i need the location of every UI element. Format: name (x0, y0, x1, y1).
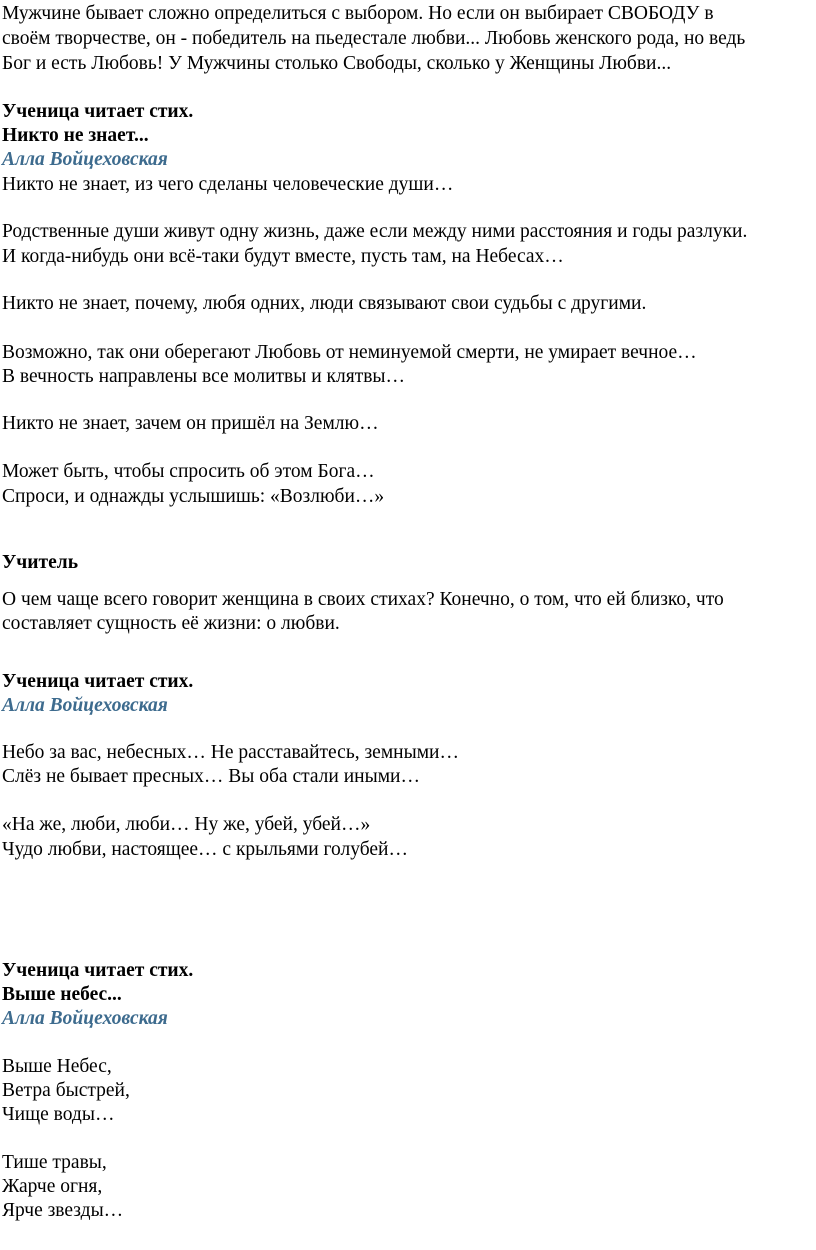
teacher-line: О чем чаще всего говорит женщина в своих стихах? Конечно, о том, что ей близко, что (2, 589, 724, 610)
poem-author: Алла Войцеховская (2, 1008, 168, 1029)
poem-line: Никто не знает, из чего сделаны человеческие души… (2, 174, 454, 195)
poem-line: Тише травы, (2, 1152, 107, 1173)
poem-line: Ветра быстрей, (2, 1080, 130, 1101)
section-heading: Учитель (2, 552, 79, 573)
poem-line: Никто не знает, зачем он пришёл на Землю… (2, 413, 379, 434)
poem-author: Алла Войцеховская (2, 149, 168, 170)
teacher-line: составляет сущность её жизни: о любви. (2, 613, 340, 634)
poem-title: Никто не знает... (2, 125, 149, 146)
poem-line: Небо за вас, небесных… Не расставайтесь, земными… (2, 742, 459, 763)
intro-line: своём творчестве, он - победитель на пьедестале любви... Любовь женского рода, но ведь (2, 28, 746, 49)
poem-line: Выше Небес, (2, 1056, 112, 1077)
poem-title: Выше небес... (2, 984, 122, 1005)
section-heading: Ученица читает стих. (2, 671, 194, 692)
poem-line: И когда-нибудь они всё-таки будут вместе, пусть там, на Небесах… (2, 246, 564, 267)
intro-line: Бог и есть Любовь! У Мужчины столько Свободы, сколько у Женщины Любви... (2, 53, 672, 74)
poem-author: Алла Войцеховская (2, 695, 168, 716)
section-heading: Ученица читает стих. (2, 960, 194, 981)
poem-line: Чище воды… (2, 1104, 115, 1125)
poem-line: Возможно, так они оберегают Любовь от неминуемой смерти, не умирает вечное… (2, 342, 697, 363)
poem-line: Никто не знает, почему, любя одних, люди связывают свои судьбы с другими. (2, 293, 647, 314)
poem-line: Может быть, чтобы спросить об этом Бога… (2, 461, 375, 482)
intro-line: Мужчине бывает сложно определиться с выбором. Но если он выбирает СВОБОДУ в (2, 3, 714, 24)
poem-line: Слёз не бывает пресных… Вы оба стали иными… (2, 766, 420, 787)
poem-line: Чудо любви, настоящее… с крыльями голубей… (2, 839, 408, 860)
poem-line: Спроси, и однажды услышишь: «Возлюби…» (2, 486, 385, 507)
poem-line: В вечность направлены все молитвы и клятвы… (2, 366, 406, 387)
poem-line: Ярче звезды… (2, 1200, 124, 1221)
poem-line: Жарче огня, (2, 1176, 103, 1197)
section-heading: Ученица читает стих. (2, 101, 194, 122)
poem-line: «На же, люби, люби… Ну же, убей, убей…» (2, 814, 371, 835)
poem-line: Родственные души живут одну жизнь, даже если между ними расстояния и годы разлуки. (2, 221, 748, 242)
